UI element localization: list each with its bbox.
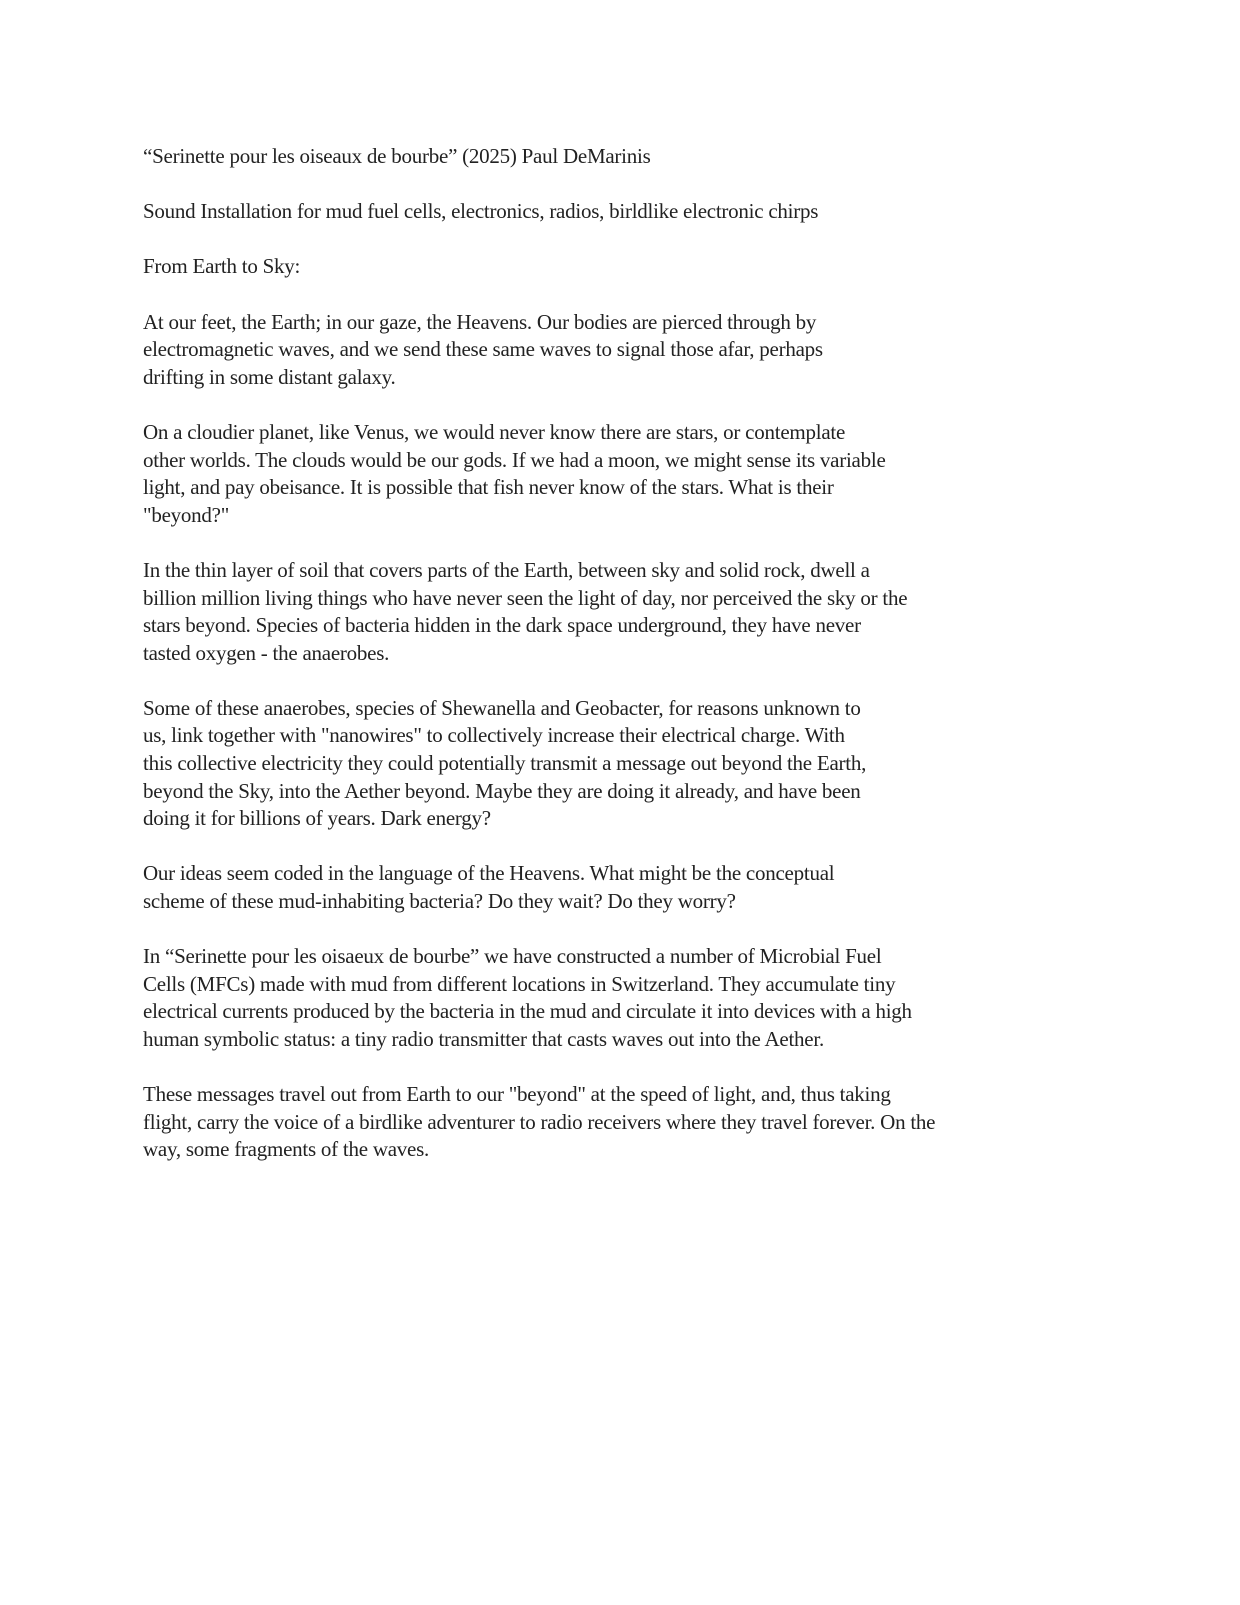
text-line: beyond the Sky, into the Aether beyond. Maybe they are doing it already, and have been [143, 778, 861, 803]
document-subtitle [143, 198, 935, 226]
text-line: doing it for billions of years. Dark energy? [143, 806, 491, 831]
text-line: billion million living things who have never seen the light of day, nor perceived the sky or the [143, 585, 908, 610]
text-line: human symbolic status: a tiny radio transmitter that casts waves out into the Aether. [143, 1027, 824, 1051]
text-line: Sound Installation for mud fuel cells, electronics, radios, birldlike electronic chirps [143, 199, 819, 224]
text-line: drifting in some distant galaxy. [143, 364, 396, 389]
text-line: way, some fragments of the waves. [143, 1137, 430, 1162]
text-line: "beyond?" [143, 502, 230, 527]
text-line: From Earth to Sky: [143, 254, 301, 279]
body-paragraph [143, 943, 935, 1053]
text-line: On a cloudier planet, like Venus, we would never know there are stars, or contemplate [143, 419, 846, 444]
text-line: “Serinette pour les oiseaux de bourbe” (2025) Paul DeMarinis [143, 144, 651, 168]
text-line: other worlds. The clouds would be our gods. If we had a moon, we might sense its variable [143, 447, 886, 472]
section-heading [143, 253, 935, 281]
body-paragraph [143, 860, 935, 915]
body-paragraph [143, 557, 935, 667]
text-line: us, link together with "nanowires" to collectively increase their electrical charge. With [143, 723, 845, 748]
body-paragraph [143, 309, 935, 392]
text-line: tasted oxygen - the anaerobes. [143, 640, 390, 665]
document-page [143, 143, 935, 1192]
text-line: Some of these anaerobes, species of Shewanella and Geobacter, for reasons unknown to [143, 695, 861, 720]
text-line: flight, carry the voice of a birdlike adventurer to radio receivers where they travel forever. On the [143, 1109, 936, 1134]
text-line: this collective electricity they could potentially transmit a message out beyond the Earth, [143, 751, 867, 776]
document-title [143, 143, 935, 171]
body-paragraph [143, 1081, 935, 1164]
text-line: light, and pay obeisance. It is possible that fish never know of the stars. What is their [143, 475, 834, 500]
text-line: At our feet, the Earth; in our gaze, the Heavens. Our bodies are pierced through by [143, 309, 817, 334]
text-line: stars beyond. Species of bacteria hidden in the dark space underground, they have never [143, 613, 861, 638]
text-line: electromagnetic waves, and we send these same waves to signal those afar, perhaps [143, 337, 823, 362]
text-line: These messages travel out from Earth to our "beyond" at the speed of light, and, thus taking [143, 1082, 891, 1107]
text-line: electrical currents produced by the bacteria in the mud and circulate it into devices with a high [143, 999, 912, 1024]
text-line: Our ideas seem coded in the language of the Heavens. What might be the conceptual [143, 861, 835, 886]
body-paragraph [143, 695, 935, 833]
body-paragraph [143, 419, 935, 529]
text-line: scheme of these mud-inhabiting bacteria? Do they wait? Do they worry? [143, 889, 736, 914]
text-line: In “Serinette pour les oisaeux de bourbe” we have constructed a number of Microbial Fuel [143, 944, 882, 969]
text-line: Cells (MFCs) made with mud from different locations in Switzerland. They accumulate tiny [143, 971, 896, 996]
text-line: In the thin layer of soil that covers parts of the Earth, between sky and solid rock, dwell a [143, 557, 870, 582]
